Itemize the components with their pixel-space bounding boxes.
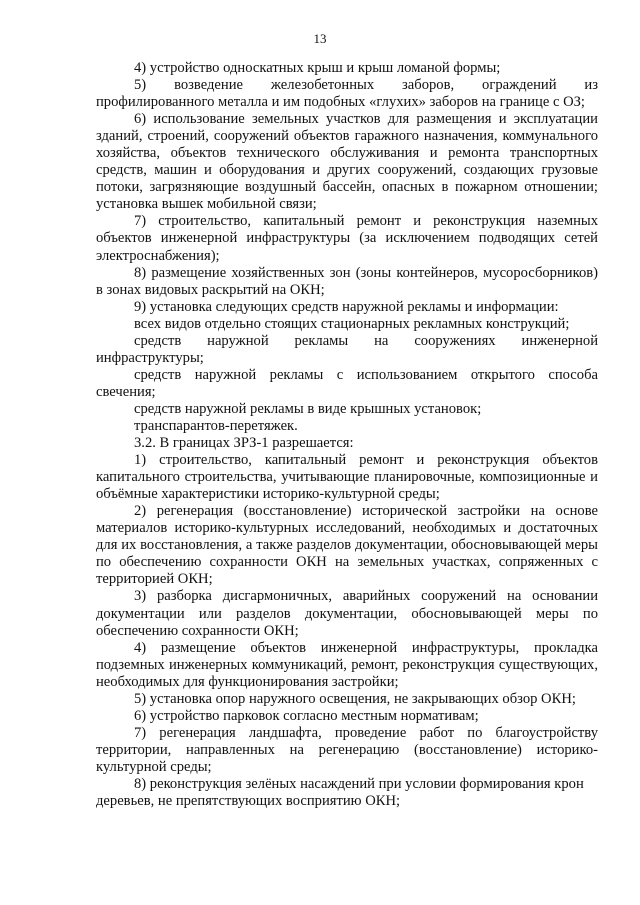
paragraph: средств наружной рекламы с использованием открытого способа свечения; (96, 366, 598, 400)
page-number: 13 (313, 31, 327, 46)
paragraph: 1) строительство, капитальный ремонт и реконструкция объектов капитального строительства, учитывающие планировочные, композиционные и объёмные характеристики историко-культурной среды; (96, 452, 598, 503)
paragraph: средств наружной рекламы на сооружениях инженерной инфраструктуры; (96, 332, 598, 366)
document-body (96, 60, 598, 810)
paragraph: 6) использование земельных участков для размещения и эксплуатации зданий, строений, сооружений объектов гаражного назначения, коммунального хозяйства, объектов технического обслуживания и ремонта транспортных средств, машин и оборудования и других сооружений, создающих грузовые потоки, загрязняющие воздушный бассейн, опасных в пожарном отношении; установка вышек мобильной связи; (96, 111, 598, 213)
paragraph: 8) реконструкция зелёных насаждений при условии формирования крон деревьев, не препятствующих восприятию ОКН; (96, 775, 584, 810)
paragraph: транспарантов-перетяжек. (134, 417, 298, 434)
paragraph: 3) разборка дисгармоничных, аварийных сооружений на основании документации или разделов документации, обосновывающей меры по обеспечению сохранности ОКН; (96, 588, 598, 639)
paragraph: 7) строительство, капитальный ремонт и реконструкция наземных объектов инженерной инфраструктуры (за исключением подводящих сетей электроснабжения); (96, 213, 598, 264)
paragraph: 5) установка опор наружного освещения, не закрывающих обзор ОКН; (134, 690, 576, 707)
section-heading: 3.2. В границах ЗРЗ-1 разрешается: (134, 435, 354, 452)
paragraph: 6) устройство парковок согласно местным нормативам; (134, 707, 479, 724)
paragraph: 4) устройство односкатных крыш и крыш ломаной формы; (134, 60, 501, 76)
paragraph: 5) возведение железобетонных заборов, ограждений из профилированного металла и им подобных «глухих» заборов на границе с ОЗ; (96, 77, 598, 111)
paragraph: 4) размещение объектов инженерной инфраструктуры, прокладка подземных инженерных коммуникаций, ремонт, реконструкция существующих, необходимых для функционирования застройки; (96, 639, 598, 690)
paragraph: 7) регенерация ландшафта, проведение работ по благоустройству территории, направленных на регенерацию (восстановление) историко-культурной среды; (96, 724, 598, 775)
paragraph: средств наружной рекламы в виде крышных установок; (134, 400, 482, 417)
paragraph: 2) регенерация (восстановление) исторической застройки на основе материалов историко-культурных исследований, необходимых и достаточных для их восстановления, а также разделов документации, обосновывающей меры по обеспечению сохранности ОКН на земельных участках, сопряженных с территорией ОКН; (96, 503, 598, 588)
paragraph: 9) установка следующих средств наружной рекламы и информации: (134, 298, 559, 315)
paragraph: 8) размещение хозяйственных зон (зоны контейнеров, мусоросборников) в зонах видовых раскрытий на ОКН; (96, 264, 598, 298)
paragraph: всех видов отдельно стоящих стационарных рекламных конструкций; (134, 315, 570, 332)
